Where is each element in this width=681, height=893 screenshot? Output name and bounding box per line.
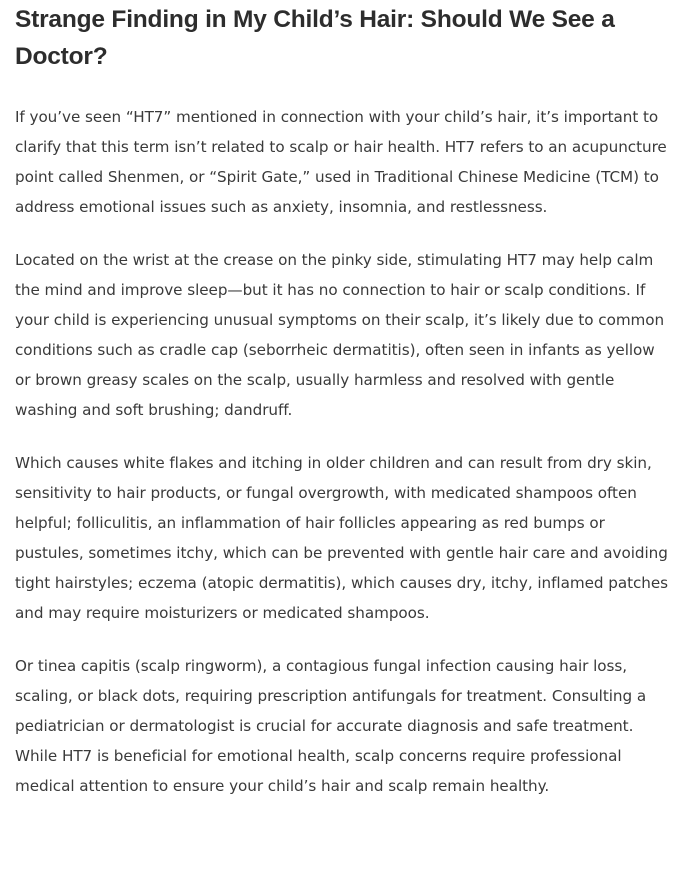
article <box>15 0 670 801</box>
article-paragraph-4: Or tinea capitis (scalp ringworm), a contagious fungal infection causing hair loss, scaling, or black dots, requiring prescription antifungals for treatment. Consulting a pediatrician or dermatologist is crucial for accurate diagnosis and safe treatment. While HT7 is beneficial for emotional health, scalp concerns require professional medical attention to ensure your child’s hair and scalp remain healthy. <box>15 657 647 795</box>
article-paragraph-3: Which causes white flakes and itching in older children and can result from dry skin, sensitivity to hair products, or fungal overgrowth, with medicated shampoos often helpful; folliculitis, an inflammation of hair follicles appearing as red bumps or pustules, sometimes itchy, which can be prevented with gentle hair care and avoiding tight hairstyles; eczema (atopic dermatitis), which causes dry, itchy, inflamed patches and may require moisturizers or medicated shampoos. <box>15 454 669 622</box>
article-paragraph-1: If you’ve seen “HT7” mentioned in connection with your child’s hair, it’s important to clarify that this term isn’t related to scalp or hair health. HT7 refers to an acupuncture point called Shenmen, or “Spirit Gate,” used in Traditional Chinese Medicine (TCM) to address emotional issues such as anxiety, insomnia, and restlessness. <box>15 108 667 216</box>
article-title: Strange Finding in My Child’s Hair: Should We See a Doctor? <box>15 6 615 70</box>
article-paragraph-2: Located on the wrist at the crease on the pinky side, stimulating HT7 may help calm the mind and improve sleep—but it has no connection to hair or scalp conditions. If your child is experiencing unusual symptoms on their scalp, it’s likely due to common conditions such as cradle cap (seborrheic dermatitis), often seen in infants as yellow or brown greasy scales on the scalp, usually harmless and resolved with gentle washing and soft brushing; dandruff. <box>15 251 665 419</box>
